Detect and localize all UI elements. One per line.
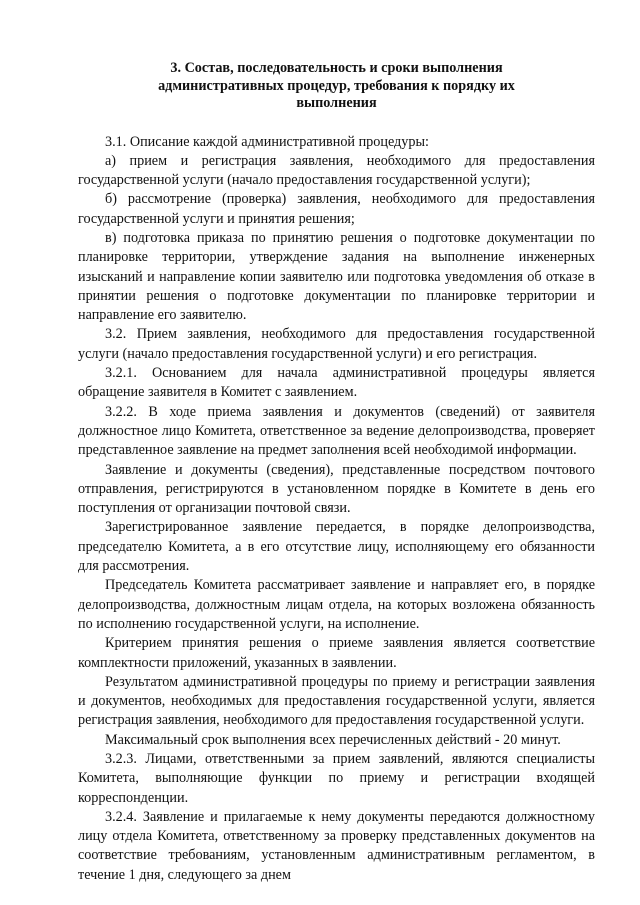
- section-heading: [78, 60, 595, 113]
- heading-line: 3. Состав, последовательность и сроки выполнения: [170, 60, 503, 76]
- paragraph: Критерием принятия решения о приеме заявления является соответствие комплектности приложений, указанных в заявлении.: [78, 635, 595, 671]
- heading-line: административных процедур, требования к порядку их: [158, 77, 515, 94]
- paragraph: Максимальный срок выполнения всех перечисленных действий - 20 минут.: [105, 731, 561, 748]
- paragraph: Заявление и документы (сведения), представленные посредством почтового отправления, регистрируются в установленном порядке в Комитете в день его поступления от организации почтовой связи.: [78, 461, 595, 517]
- paragraph: Результатом административной процедуры по приему и регистрации заявления и документов, необходимых для предоставления государственной услуги, является регистрация заявления, необходимого для предоставления государственной услуги.: [78, 673, 595, 729]
- section-body: [78, 133, 595, 886]
- paragraph: Председатель Комитета рассматривает заявление и направляет его, в порядке делопроизводства, должностным лицам отдела, на которых возложена обязанность по исполнению государственной услуги, на исполнение.: [78, 577, 595, 632]
- paragraph: в) подготовка приказа по принятию решения о подготовке документации по планировке территории, утверждение задания на выполнение инженерных изысканий и направление копии заявителю или подготовка уведомления об отказе в принятии решения о подготовке документации по планировке территории и направление его заявителю.: [78, 229, 595, 324]
- paragraph: а) прием и регистрация заявления, необходимого для предоставления государственной услуги (начало предоставления государственной услуги);: [78, 152, 595, 189]
- paragraph: 3.2.1. Основанием для начала административной процедуры является обращение заявителя в Комитет с заявлением.: [78, 365, 595, 401]
- paragraph: 3.2.4. Заявление и прилагаемые к нему документы передаются должностному лицу отдела Комитета, ответственному за проверку представленных документов на соответствие требованиям, установленным административным регламентом, в течение 1 дня, следующего за днем: [78, 808, 595, 883]
- paragraph: 3.2.2. В ходе приема заявления и документов (сведений) от заявителя должностное лицо Комитета, ответственное за ведение делопроизводства, проверяет представленное заявление на предмет заполнения всей необходимой информации.: [78, 403, 595, 459]
- paragraph: 3.1. Описание каждой административной процедуры:: [105, 133, 429, 150]
- paragraph: 3.2. Прием заявления, необходимого для предоставления государственной услуги (начало предоставления государственной услуги) и его регистрация.: [78, 326, 595, 362]
- paragraph: б) рассмотрение (проверка) заявления, необходимого для предоставления государственной услуги и принятия решения;: [78, 191, 595, 227]
- heading-line: выполнения: [296, 95, 377, 111]
- paragraph: Зарегистрированное заявление передается, в порядке делопроизводства, председателю Комитета, а в его отсутствие лицу, исполняющему его обязанности для рассмотрения.: [78, 519, 595, 575]
- paragraph: 3.2.3. Лицами, ответственными за прием заявлений, являются специалисты Комитета, выполняющие функции по приему и регистрации входящей корреспонденции.: [78, 751, 595, 806]
